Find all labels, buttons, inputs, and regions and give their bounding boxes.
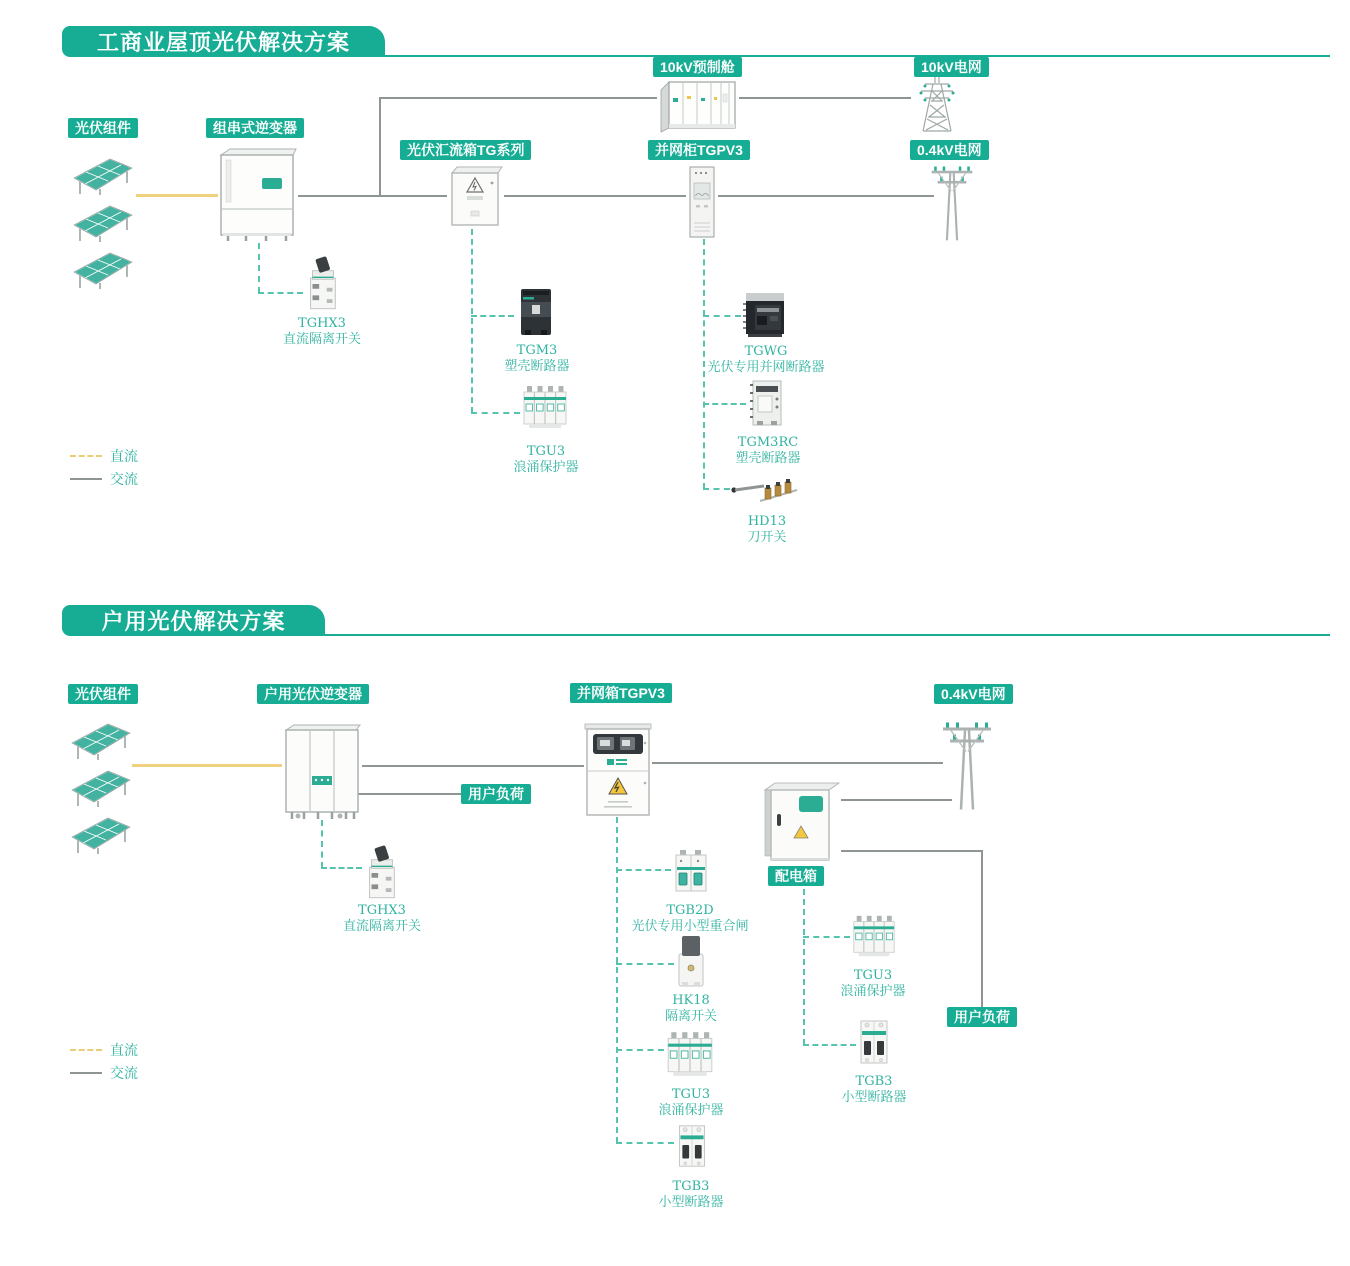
component-desc: 小型断路器 — [841, 1090, 907, 1105]
wire-dashed-gridbox-tgu3 — [616, 1049, 664, 1051]
section2-title-rule — [323, 634, 1330, 636]
legend-ac-label: 交流 — [110, 472, 138, 488]
wire-dashed-inverter-drop — [258, 243, 260, 293]
wire-ac-cabinet-pole — [718, 195, 934, 197]
component-model: TGB3 — [672, 1179, 710, 1194]
wire-ac-combiner-cabinet — [504, 195, 686, 197]
label-tgu3-mid — [658, 1087, 723, 1119]
legend-dc-line-swatch — [70, 1049, 102, 1051]
badge-string-inverter: 组串式逆变器 — [206, 118, 304, 138]
badge-grid-box: 并网箱TGPV3 — [570, 683, 672, 703]
badge-user-load-left: 用户负荷 — [461, 784, 531, 804]
component-desc: 直流隔离开关 — [282, 332, 362, 347]
legend-ac-label: 交流 — [110, 1066, 138, 1082]
tgu3-spd-icon — [520, 380, 570, 432]
hd13-knife-switch-icon — [730, 477, 800, 507]
label-tgu3-1 — [513, 444, 578, 476]
badge-grid-cabinet: 并网柜TGPV3 — [648, 140, 750, 160]
component-desc: 光伏专用小型重合闸 — [631, 919, 749, 934]
wire-dashed-gridbox-tgb2d — [616, 869, 671, 871]
legend-dc-row — [70, 1040, 138, 1060]
component-desc: 光伏专用并网断路器 — [707, 360, 825, 375]
tghx3-switch-icon — [303, 254, 341, 314]
component-desc: 塑壳断路器 — [735, 451, 801, 466]
badge-prefab-cabin: 10kV预制舱 — [653, 57, 742, 77]
badge-pv-modules-1: 光伏组件 — [68, 118, 138, 138]
badge-grid-10kv: 10kV电网 — [914, 57, 989, 77]
home-inverter-icon — [282, 724, 362, 820]
component-model: TGU3 — [671, 1087, 711, 1102]
wire-dc-panels-inverter — [136, 194, 218, 197]
wire-dashed-cabinet-tgm3rc — [703, 403, 746, 405]
tgu3-spd-icon — [850, 910, 898, 960]
label-tgu3-right — [840, 968, 905, 1000]
tgb3-mcb-icon — [674, 1120, 710, 1172]
component-desc: 直流隔离开关 — [342, 919, 422, 934]
tgb3-mcb-icon — [856, 1015, 892, 1069]
utility-pole-icon — [941, 719, 993, 812]
tgm3-breaker-icon — [514, 287, 558, 337]
wire-ac-distbox-grid — [841, 799, 952, 801]
wire-ac-riser — [379, 97, 381, 196]
wire-dashed-distbox-tgu3 — [803, 936, 850, 938]
component-model: TGB3 — [855, 1074, 893, 1089]
wire-dashed-combiner-drop — [471, 229, 473, 413]
label-tgb3-mid — [658, 1179, 723, 1211]
component-model: HK18 — [672, 993, 710, 1008]
solar-panel-icon — [68, 721, 132, 761]
label-tghx3-2 — [343, 903, 421, 935]
tgwg-breaker-icon — [741, 290, 789, 338]
component-model: TGM3 — [516, 343, 558, 358]
solar-panel-icon — [70, 203, 134, 243]
component-desc: 刀开关 — [747, 530, 787, 545]
label-tgb2d — [631, 903, 748, 935]
wire-ac-gridbox-pole — [652, 762, 943, 764]
hk18-switch-icon — [674, 934, 708, 990]
wire-ac-riser-cabin — [379, 97, 657, 99]
wire-dashed-cabinet-drop — [703, 239, 705, 489]
section1-title-rule — [383, 55, 1330, 57]
wire-dashed-gridbox-drop — [616, 817, 618, 1143]
wire-dashed-gridbox-hk18 — [616, 963, 674, 965]
legend-ac-line-swatch — [70, 1072, 102, 1074]
grid-cabinet-icon — [686, 165, 718, 239]
component-desc: 浪涌保护器 — [840, 984, 906, 999]
wire-dashed-cabinet-hd13 — [703, 488, 730, 490]
combiner-box-icon — [446, 163, 504, 229]
wire-dashed-distbox-tgb3 — [803, 1044, 856, 1046]
transmission-tower-icon — [911, 75, 963, 133]
component-desc: 隔离开关 — [664, 1009, 718, 1024]
legend-dc-label: 直流 — [110, 449, 138, 465]
wire-dashed-inverter-tghx3 — [258, 292, 303, 294]
wire-ac-distbox-userload-h — [841, 850, 983, 852]
distribution-box-icon — [763, 780, 841, 867]
component-model: TGHX3 — [358, 903, 406, 918]
wire-ac-inverter-gridbox — [362, 765, 584, 767]
wire-dashed-cabinet-tgwg — [703, 315, 741, 317]
component-model: HD13 — [747, 514, 787, 529]
component-desc: 浪涌保护器 — [658, 1103, 724, 1118]
badge-home-inverter: 户用光伏逆变器 — [257, 684, 369, 704]
component-model: TGHX3 — [298, 316, 346, 331]
string-inverter-icon — [218, 147, 298, 243]
legend-dc-label: 直流 — [110, 1043, 138, 1059]
label-tgb3-right — [841, 1074, 906, 1106]
wire-dashed-combiner-tgm3 — [471, 315, 514, 317]
component-model: TGM3RC — [737, 435, 799, 450]
component-desc: 塑壳断路器 — [504, 359, 570, 374]
tgm3rc-breaker-icon — [746, 379, 788, 427]
wire-dashed-distbox-drop — [803, 889, 805, 1045]
wire-ac-inverter-userload — [358, 793, 461, 795]
solar-panel-icon — [70, 250, 134, 290]
component-desc: 浪涌保护器 — [513, 460, 579, 475]
component-model: TGB2D — [666, 903, 714, 918]
component-model: TGU3 — [526, 444, 566, 459]
prefab-cabin-icon — [657, 78, 739, 134]
wire-dashed-gridbox-tgb3 — [616, 1142, 674, 1144]
wire-ac-cabin-tower — [739, 97, 911, 99]
wire-dashed-inverter2-tghx3 — [321, 867, 362, 869]
label-hk18 — [665, 993, 717, 1025]
tgb2d-recloser-icon — [671, 847, 711, 897]
wire-dc-panels-inverter-2 — [132, 764, 282, 767]
badge-grid-04kv-2: 0.4kV电网 — [934, 684, 1013, 704]
label-tgm3 — [504, 343, 569, 375]
section2-title: 户用光伏解决方案 — [62, 605, 325, 636]
wire-ac-distbox-userload-v — [981, 850, 983, 1007]
tgu3-spd-icon — [664, 1025, 716, 1081]
label-hd13 — [747, 514, 786, 546]
solar-panel-icon — [68, 815, 132, 855]
label-tgwg — [707, 344, 824, 376]
tghx3-switch-icon — [362, 844, 400, 902]
wire-dashed-inverter2-drop — [321, 820, 323, 868]
legend-ac-line-swatch — [70, 478, 102, 480]
label-tghx3-1 — [283, 316, 361, 348]
badge-user-load-right: 用户负荷 — [947, 1007, 1017, 1027]
grid-connection-box-icon — [584, 721, 652, 817]
component-model: TGU3 — [853, 968, 893, 983]
wire-ac-inverter-combiner — [298, 195, 447, 197]
solar-panel-icon — [68, 768, 132, 808]
legend-dc-line-swatch — [70, 455, 102, 457]
solar-panel-icon — [70, 156, 134, 196]
component-model: TGWG — [744, 344, 788, 359]
wire-dashed-combiner-tgu3 — [471, 412, 520, 414]
legend-ac-row — [70, 1063, 138, 1083]
badge-pv-modules-2: 光伏组件 — [68, 684, 138, 704]
legend-dc-row — [70, 446, 138, 466]
component-desc: 小型断路器 — [658, 1195, 724, 1210]
badge-combiner-box: 光伏汇流箱TG系列 — [400, 140, 531, 160]
section1-title: 工商业屋顶光伏解决方案 — [62, 26, 385, 57]
label-tgm3rc — [735, 435, 800, 467]
utility-pole-icon — [926, 164, 978, 242]
legend-ac-row — [70, 469, 138, 489]
badge-grid-04kv-1: 0.4kV电网 — [910, 140, 989, 160]
badge-dist-box: 配电箱 — [768, 866, 824, 886]
